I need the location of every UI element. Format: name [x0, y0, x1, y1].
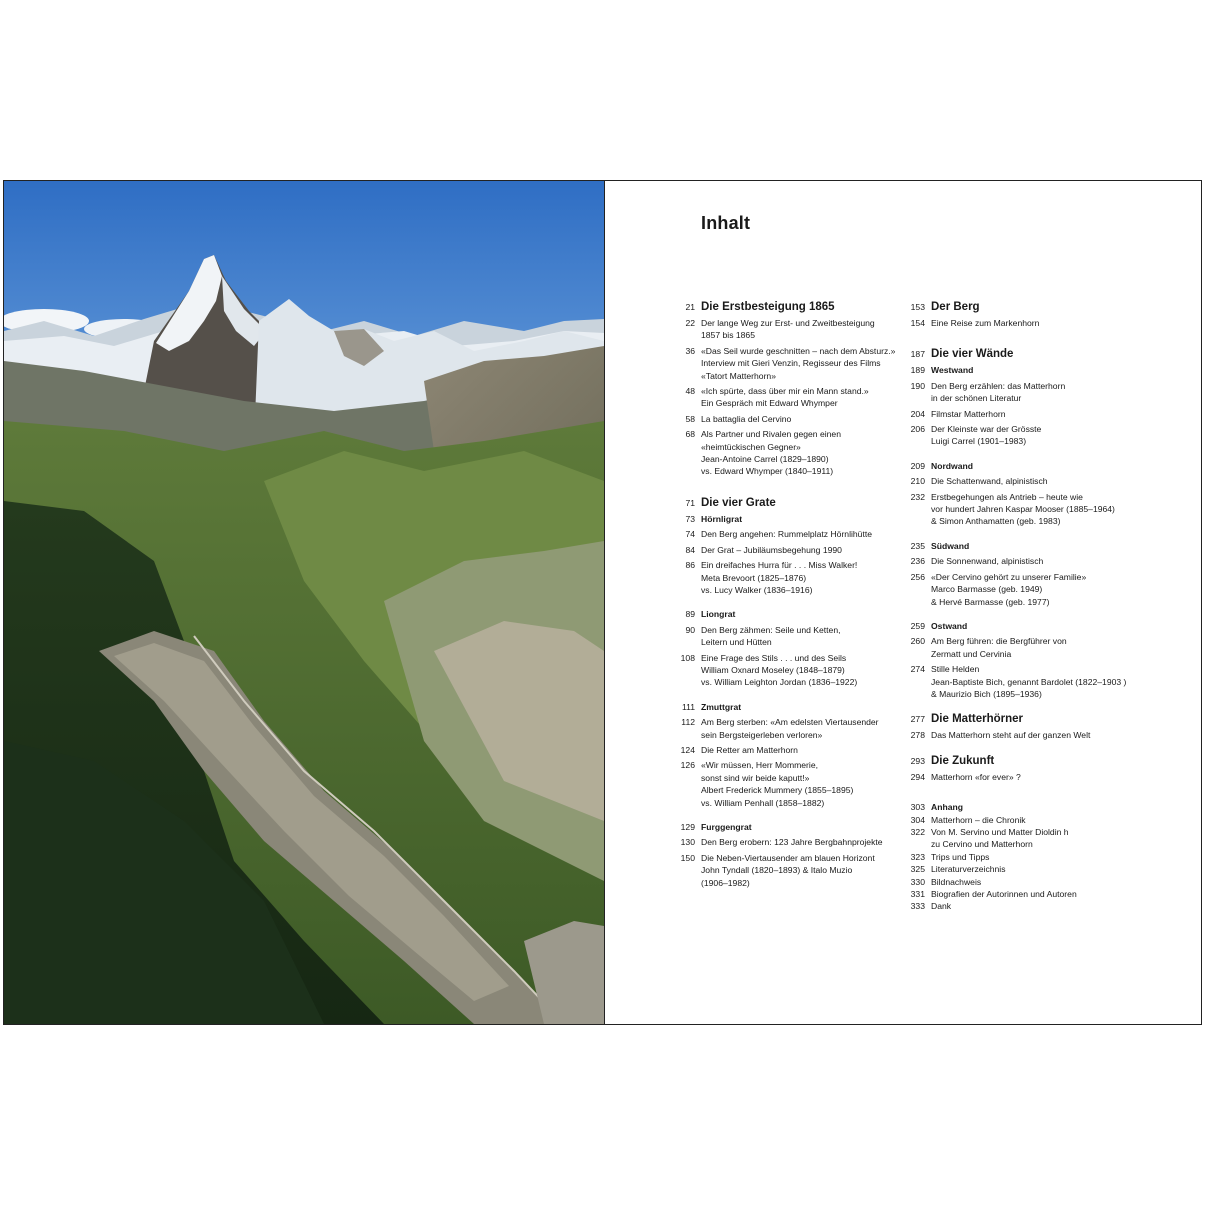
- entry-line: Jean-Baptiste Bich, genannt Bardolet (1822–1903 ): [931, 676, 1127, 687]
- entry-line: Der Berg: [931, 301, 980, 313]
- entry-line: Ein Gespräch mit Edward Whymper: [701, 398, 838, 409]
- toc-entry: [671, 345, 901, 382]
- toc-entry: [901, 475, 1131, 487]
- page-number: 36: [685, 345, 695, 356]
- entry-title: [931, 851, 1131, 863]
- page-number: 256: [910, 571, 925, 582]
- entry-line: vs. Lucy Walker (1836–1916): [701, 584, 813, 595]
- entry-line: Leitern und Hütten: [701, 637, 772, 648]
- toc-entry: [671, 716, 901, 741]
- page-number: 124: [680, 744, 695, 755]
- toc-entry: [671, 852, 901, 889]
- entry-title: [701, 317, 901, 342]
- toc-entry: [901, 876, 1131, 888]
- entry-line: 1857 bis 1865: [701, 330, 755, 341]
- toc-section: [671, 496, 901, 596]
- toc-entry: [901, 663, 1131, 700]
- toc-subheading: [671, 821, 901, 833]
- entry-line: Albert Frederick Mummery (1855–1895): [701, 785, 854, 796]
- toc-subheading: [901, 620, 1131, 632]
- entry-title: [701, 428, 901, 478]
- toc-entry: [671, 544, 901, 556]
- entry-title: [931, 771, 1131, 783]
- page-number: 111: [681, 701, 695, 712]
- entry-title: [701, 513, 901, 525]
- toc-entry: [671, 744, 901, 756]
- page-number: 130: [680, 837, 695, 848]
- entry-line: John Tyndall (1820–1893) & Italo Muzio: [701, 865, 853, 876]
- toc-entry: [671, 652, 901, 689]
- entry-title: [931, 663, 1131, 700]
- entry-line: Liongrat: [701, 609, 736, 620]
- toc-section: [901, 460, 1131, 528]
- entry-line: (1906–1982): [701, 877, 750, 888]
- entry-title: [931, 729, 1131, 741]
- entry-line: & Simon Anthamatten (geb. 1983): [931, 516, 1061, 527]
- entry-title: [931, 555, 1131, 567]
- entry-line: Interview mit Gieri Venzin, Regisseur des Films: [701, 358, 881, 369]
- entry-line: Am Berg sterben: «Am edelsten Viertausender: [701, 717, 879, 728]
- page-number: 232: [910, 491, 925, 502]
- toc-entry: [901, 863, 1131, 875]
- entry-title: [931, 620, 1131, 632]
- entry-line: Die Matterhörner: [931, 713, 1024, 726]
- page-number: 323: [910, 851, 925, 862]
- entry-line: Die vier Wände: [931, 348, 1014, 361]
- entry-title: [931, 491, 1131, 528]
- toc-entry: [901, 900, 1131, 912]
- entry-line: William Oxnard Moseley (1848–1879): [701, 664, 845, 675]
- toc-entry: [671, 428, 901, 478]
- toc-section: [901, 754, 1131, 783]
- entry-line: Marco Barmasse (geb. 1949): [931, 584, 1043, 595]
- page-number: 330: [910, 876, 925, 887]
- entry-line: Von M. Servino und Matter Dioldin h: [931, 826, 1069, 837]
- toc-entry: [901, 555, 1131, 567]
- entry-line: Jean-Antoine Carrel (1829–1890): [701, 454, 829, 465]
- toc-entry: [901, 380, 1131, 405]
- entry-line: Nordwand: [931, 460, 974, 471]
- entry-line: Matterhorn – die Chronik: [931, 814, 1026, 825]
- page-number: 278: [910, 730, 925, 741]
- page-number: 260: [910, 636, 925, 647]
- toc-entry: [901, 814, 1131, 826]
- toc-section: [671, 608, 901, 688]
- page-number: 154: [910, 318, 925, 328]
- entry-title: [701, 608, 901, 620]
- entry-title: [701, 836, 901, 848]
- toc-left-column: [671, 300, 901, 892]
- toc-title: Inhalt: [701, 213, 751, 233]
- entry-line: Die Erstbesteigung 1865: [701, 301, 835, 313]
- entry-title: [931, 814, 1131, 826]
- book-spread: [3, 180, 1202, 1025]
- page-number: 126: [680, 760, 695, 771]
- toc-chapter-heading: [671, 300, 901, 314]
- toc-subheading: [671, 608, 901, 620]
- entry-line: Am Berg führen: die Bergführer von: [931, 636, 1067, 647]
- table-of-contents-page: [605, 181, 1201, 1024]
- page-number: 277: [910, 714, 925, 725]
- toc-section: [901, 347, 1131, 447]
- page-number: 331: [910, 889, 925, 899]
- toc-entry: [901, 729, 1131, 741]
- entry-line: Eine Reise zum Markenhorn: [931, 318, 1040, 328]
- entry-line: Die Schattenwand, alpinistisch: [931, 476, 1048, 487]
- page-number: 129: [680, 822, 695, 832]
- page-number: 21: [685, 302, 695, 312]
- toc-entry: [901, 571, 1131, 608]
- entry-title: [931, 826, 1131, 851]
- page-number: 236: [910, 556, 925, 567]
- entry-title: [701, 559, 901, 596]
- entry-title: [701, 759, 901, 809]
- toc-entry: [671, 317, 901, 342]
- entry-line: vor hundert Jahren Kaspar Mooser (1885–1964): [931, 504, 1115, 515]
- page-number: 206: [910, 424, 925, 435]
- entry-line: Der Kleinste war der Grösste: [931, 424, 1042, 435]
- page-number: 68: [685, 429, 695, 440]
- entry-title: [931, 863, 1131, 875]
- entry-line: «Der Cervino gehört zu unserer Familie»: [931, 571, 1087, 582]
- page-number: 274: [910, 664, 925, 675]
- toc-section: [901, 712, 1131, 741]
- page-number: 58: [685, 413, 695, 424]
- toc-entry: [671, 559, 901, 596]
- entry-line: «heimtückischen Gegner»: [701, 441, 801, 452]
- entry-title: [701, 544, 901, 556]
- entry-line: Eine Frage des Stils . . . und des Seils: [701, 652, 847, 663]
- toc-entry: [671, 759, 901, 809]
- entry-title: [931, 635, 1131, 660]
- entry-title: [701, 624, 901, 649]
- toc-subheading: [901, 460, 1131, 472]
- entry-title: [931, 801, 1131, 813]
- entry-title: [701, 385, 901, 410]
- entry-title: [701, 701, 901, 713]
- entry-line: Zermatt und Cervinia: [931, 648, 1012, 659]
- entry-line: & Hervé Barmasse (geb. 1977): [931, 596, 1050, 607]
- entry-title: [701, 821, 901, 833]
- toc-subheading: [901, 364, 1131, 376]
- entry-title: [931, 380, 1131, 405]
- entry-line: Trips und Tipps: [931, 851, 990, 862]
- toc-entry: [671, 385, 901, 410]
- page-number: 294: [910, 771, 925, 782]
- entry-line: Hörnligrat: [701, 513, 743, 524]
- entry-line: «Wir müssen, Herr Mommerie,: [701, 760, 818, 771]
- toc-chapter-heading: [901, 754, 1131, 768]
- page-number: 235: [910, 540, 925, 551]
- entry-line: Furggengrat: [701, 822, 752, 832]
- entry-title: [701, 744, 901, 756]
- entry-line: Die Retter am Matterhorn: [701, 744, 798, 755]
- toc-entry: [671, 624, 901, 649]
- entry-title: [931, 300, 1131, 314]
- toc-section: [901, 620, 1131, 700]
- entry-line: Ein dreifaches Hurra für . . . Miss Walker!: [701, 560, 858, 571]
- entry-line: Stille Helden: [931, 664, 980, 675]
- page-number: 112: [681, 717, 695, 728]
- entry-title: [931, 423, 1131, 448]
- page-number: 210: [910, 476, 925, 487]
- page-number: 190: [910, 380, 925, 391]
- page-number: 259: [910, 620, 925, 631]
- toc-entry: [901, 888, 1131, 900]
- entry-line: Als Partner und Rivalen gegen einen: [701, 429, 841, 440]
- toc-section: [671, 300, 901, 478]
- page-number: 22: [685, 318, 695, 328]
- entry-line: Dank: [931, 901, 952, 912]
- entry-title: [931, 888, 1131, 900]
- page-number: 73: [685, 513, 695, 524]
- entry-line: & Maurizio Bich (1895–1936): [931, 688, 1042, 699]
- entry-title: [701, 652, 901, 689]
- entry-line: La battaglia del Cervino: [701, 413, 792, 424]
- entry-line: Luigi Carrel (1901–1983): [931, 436, 1027, 447]
- toc-entry: [901, 851, 1131, 863]
- toc-section: [901, 300, 1131, 329]
- entry-line: «Ich spürte, dass über mir ein Mann stand.»: [701, 386, 869, 397]
- toc-entry: [901, 771, 1131, 783]
- entry-title: [701, 496, 901, 510]
- page-number: 90: [685, 624, 695, 635]
- entry-line: sonst sind wir beide kaputt!»: [701, 772, 810, 783]
- entry-line: Erstbegehungen als Antrieb – heute wie: [931, 491, 1083, 502]
- entry-title: [931, 900, 1131, 912]
- toc-entry: [901, 317, 1131, 329]
- page-number: 303: [910, 802, 925, 813]
- entry-line: vs. William Leighton Jordan (1836–1922): [701, 677, 858, 688]
- page-number: 189: [910, 365, 925, 376]
- entry-line: Der Grat – Jubiläumsbegehung 1990: [701, 544, 842, 555]
- entry-line: Zmuttgrat: [701, 701, 742, 712]
- entry-line: Den Berg zähmen: Seile und Ketten,: [701, 624, 841, 635]
- entry-title: [701, 413, 901, 425]
- entry-line: Den Berg erzählen: das Matterhorn: [931, 380, 1066, 391]
- entry-title: [931, 408, 1131, 420]
- entry-line: Anhang: [931, 802, 963, 813]
- page-number: 333: [910, 901, 925, 912]
- toc-section: [671, 701, 901, 809]
- entry-title: [931, 876, 1131, 888]
- entry-line: in der schönen Literatur: [931, 393, 1022, 404]
- page-number: 204: [910, 408, 925, 419]
- toc-entry: [901, 423, 1131, 448]
- entry-line: zu Cervino und Matterhorn: [931, 839, 1033, 850]
- page-number: 89: [685, 609, 695, 620]
- entry-title: [701, 716, 901, 741]
- page-number: 153: [910, 302, 925, 312]
- entry-line: Bildnachweis: [931, 876, 982, 887]
- entry-line: sein Bergsteigerleben verloren»: [701, 729, 823, 740]
- toc-entry: [901, 408, 1131, 420]
- toc-entry: [671, 528, 901, 540]
- entry-line: Filmstar Matterhorn: [931, 408, 1006, 419]
- page-number: 84: [685, 544, 695, 555]
- page-number: 209: [910, 460, 925, 471]
- entry-title: [931, 347, 1131, 361]
- page-number: 48: [685, 386, 695, 397]
- toc-subheading: [901, 801, 1131, 813]
- page-number: 86: [685, 560, 695, 571]
- page-number: 108: [680, 652, 695, 663]
- entry-line: Der lange Weg zur Erst- und Zweitbesteigung: [701, 318, 875, 328]
- toc-chapter-heading: [901, 300, 1131, 314]
- entry-title: [701, 852, 901, 889]
- toc-chapter-heading: [671, 496, 901, 510]
- entry-line: Matterhorn «for ever» ?: [931, 771, 1021, 782]
- entry-line: Die Zukunft: [931, 754, 995, 767]
- entry-title: [701, 300, 901, 314]
- entry-line: Ostwand: [931, 620, 968, 631]
- page-number: 293: [910, 755, 925, 766]
- entry-title: [931, 364, 1131, 376]
- toc-chapter-heading: [901, 347, 1131, 361]
- page-number: 322: [910, 826, 925, 837]
- entry-line: vs. Edward Whymper (1840–1911): [701, 466, 834, 477]
- entry-line: Das Matterhorn steht auf der ganzen Welt: [931, 730, 1091, 741]
- toc-entry: [671, 413, 901, 425]
- entry-title: [701, 345, 901, 382]
- entry-line: «Tatort Matterhorn»: [701, 370, 776, 381]
- entry-line: Die Sonnenwand, alpinistisch: [931, 556, 1044, 567]
- entry-line: Die Neben-Viertausender am blauen Horizont: [701, 852, 875, 863]
- toc-section: [901, 801, 1131, 913]
- toc-right-column: [901, 300, 1131, 913]
- entry-line: Den Berg erobern: 123 Jahre Bergbahnprojekte: [701, 837, 883, 848]
- toc-section: [901, 540, 1131, 608]
- entry-line: Literaturverzeichnis: [931, 864, 1006, 875]
- page-number: 74: [685, 529, 695, 540]
- page-number: 71: [685, 497, 695, 508]
- entry-title: [701, 528, 901, 540]
- toc-subheading: [671, 701, 901, 713]
- entry-title: [931, 571, 1131, 608]
- entry-line: «Das Seil wurde geschnitten – nach dem Absturz.»: [701, 345, 896, 356]
- entry-title: [931, 712, 1131, 726]
- toc-subheading: [901, 540, 1131, 552]
- toc-entry: [901, 635, 1131, 660]
- matterhorn-photo-page: [4, 181, 605, 1024]
- entry-line: vs. William Penhall (1858–1882): [701, 797, 825, 808]
- toc-entry: [901, 826, 1131, 851]
- toc-section: [671, 821, 901, 889]
- toc-subheading: [671, 513, 901, 525]
- entry-title: [931, 475, 1131, 487]
- entry-line: Südwand: [931, 540, 970, 551]
- entry-line: Die vier Grate: [701, 496, 776, 509]
- toc-chapter-heading: [901, 712, 1131, 726]
- entry-title: [931, 754, 1131, 768]
- page-number: 187: [910, 349, 925, 360]
- toc-entry: [671, 836, 901, 848]
- page-number: 325: [910, 864, 925, 875]
- entry-title: [931, 317, 1131, 329]
- entry-title: [931, 460, 1131, 472]
- matterhorn-zermatt-photo: [4, 181, 604, 1024]
- entry-title: [931, 540, 1131, 552]
- page-number: 304: [910, 814, 925, 825]
- entry-line: Biografien der Autorinnen und Autoren: [931, 889, 1077, 899]
- entry-line: Meta Brevoort (1825–1876): [701, 572, 807, 583]
- toc-entry: [901, 491, 1131, 528]
- entry-line: Westwand: [931, 365, 974, 376]
- entry-line: Den Berg angehen: Rummelplatz Hörnlihütte: [701, 529, 873, 540]
- page-number: 150: [680, 852, 695, 863]
